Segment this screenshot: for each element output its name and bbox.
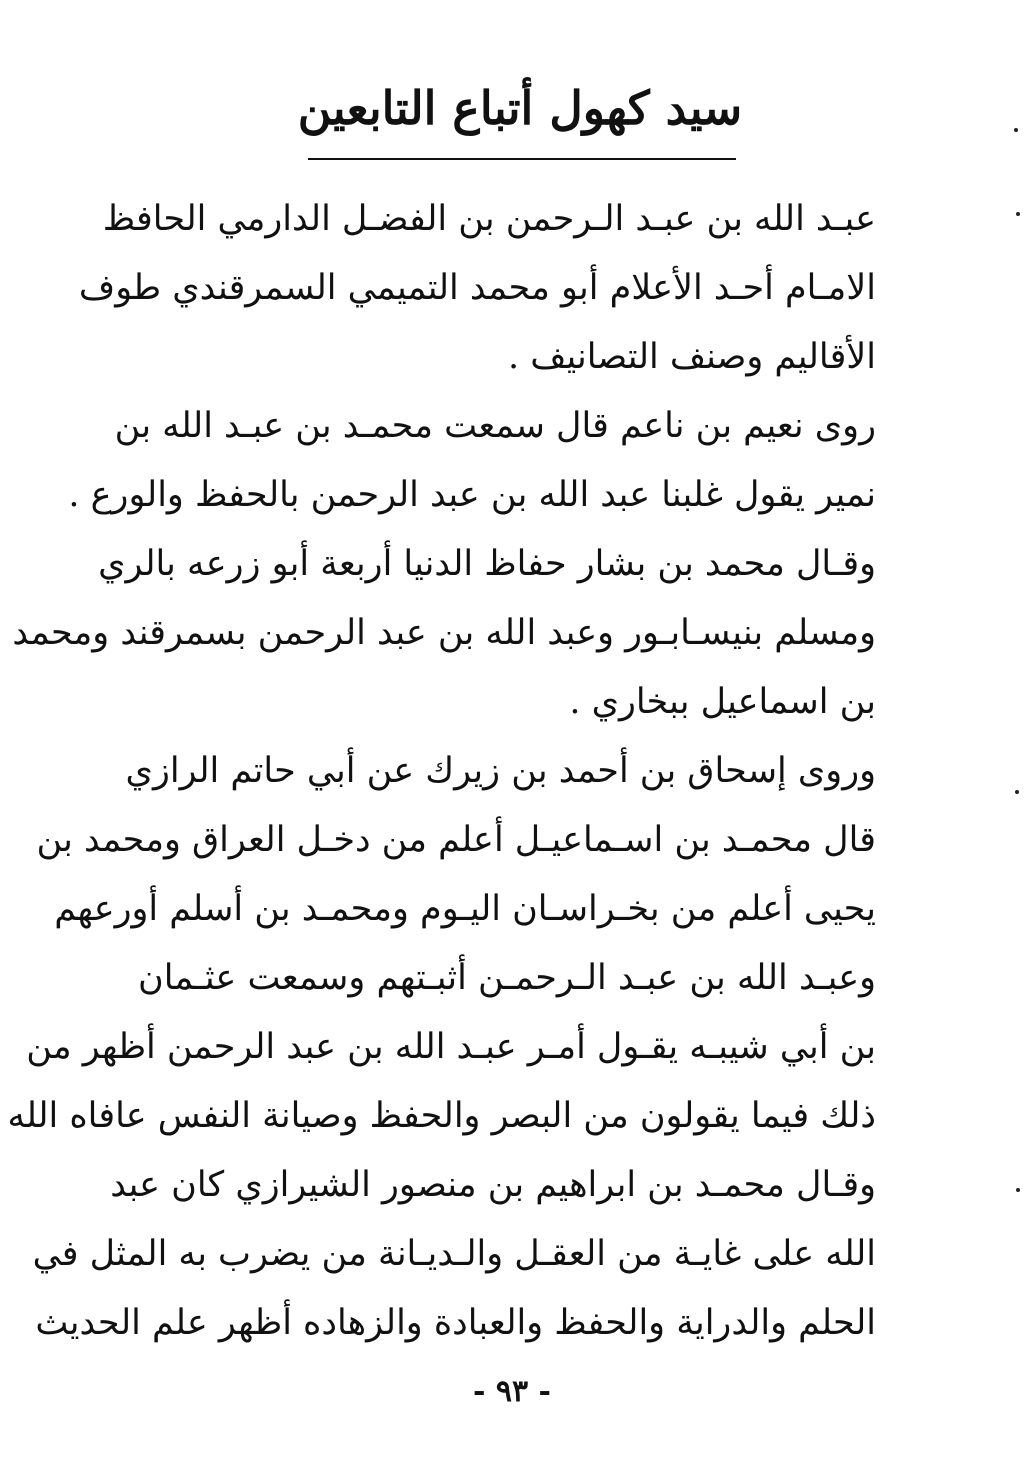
text-line: قال محمـد بن اسـماعيـل أعلم من دخـل العراق ومحمد بن xyxy=(36,820,876,860)
page-title: سيد كهول أتباع التابعين xyxy=(297,81,743,135)
text-line: روى نعيم بن ناعم قال سمعت محمـد بن عبـد الله بن xyxy=(114,406,876,446)
text-line: الامـام أحـد الأعلام أبو محمد التميمي السمرقندي طوف xyxy=(78,268,876,308)
text-line: وروى إسحاق بن أحمد بن زيرك عن أبي حاتم الرازي xyxy=(125,751,876,791)
text-line: نمير يقول غلبنا عبد الله بن عبد الرحمن بالحفظ والورع . xyxy=(68,475,876,515)
text-line: ومسلم بنيسـابـور وعبد الله بن عبد الرحمن بسمرقند ومحمد xyxy=(12,613,876,653)
scan-speck xyxy=(1015,790,1019,794)
text-line: الأقاليم وصنف التصانيف . xyxy=(507,337,876,377)
scan-speck xyxy=(1016,212,1020,216)
scan-speck xyxy=(1014,128,1018,132)
title-underline xyxy=(308,158,736,160)
body-text xyxy=(7,185,876,1358)
text-line: الله على غايـة من العقـل والـديـانة من يضرب به المثل في xyxy=(32,1234,876,1274)
text-line: عبـد الله بن عبـد الـرحمن بن الفضـل الدارمي الحافظ xyxy=(102,199,876,239)
text-line: ذلك فيما يقولون من البصر والحفظ وصيانة النفس عافاه الله xyxy=(7,1096,876,1136)
scan-speck xyxy=(1016,1188,1020,1192)
text-line: الحلم والدراية والحفظ والعبادة والزهاده أظهر علم الحديث xyxy=(35,1303,876,1343)
text-line: وقـال محمد بن بشار حفاظ الدنيا أربعة أبو زرعه بالري xyxy=(98,544,876,584)
text-line: بن أبي شيبـه يقـول أمـر عبـد الله بن عبد الرحمن أظهر من xyxy=(26,1027,876,1067)
text-line: وعبـد الله بن عبـد الـرحمـن أثبـتهم وسمعت عثـمان xyxy=(138,958,876,998)
text-line: وقـال محمـد بن ابراهيم بن منصور الشيرازي كان عبد xyxy=(110,1165,876,1205)
text-line: بن اسماعيل ببخاري . xyxy=(569,682,876,722)
text-line: يحيى أعلم من بخـراسـان اليـوم ومحمـد بن أسلم أورعهم xyxy=(54,889,876,929)
page-number: - ٩٣ - xyxy=(472,1374,552,1409)
